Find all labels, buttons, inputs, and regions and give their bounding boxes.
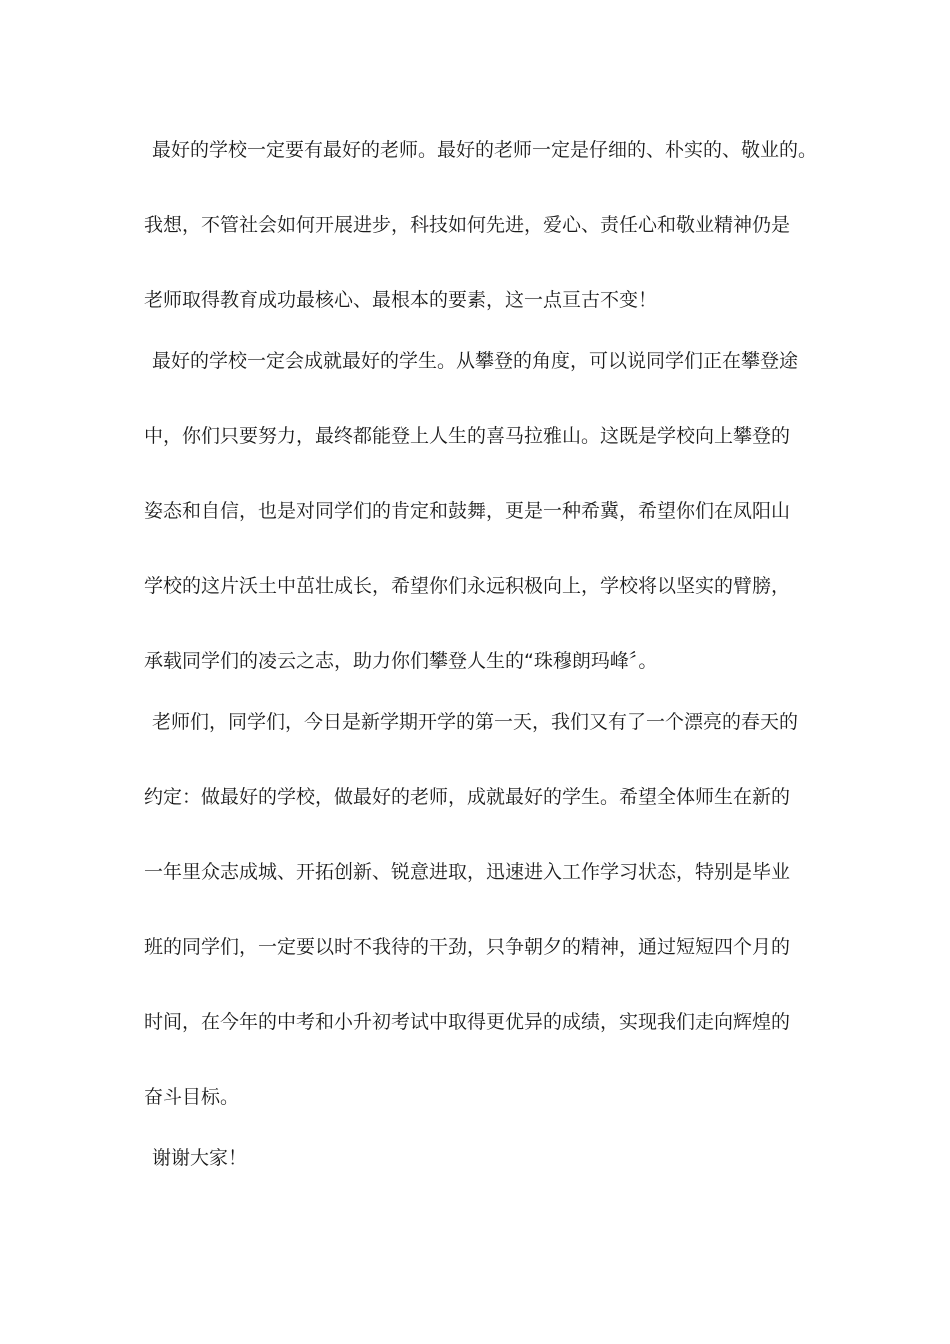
paragraph-line: 我想，不管社会如何开展进步，科技如何先进，爱心、责任心和敬业精神仍是	[144, 214, 791, 236]
paragraph-line: 约定：做最好的学校，做最好的老师，成就最好的学生。希望全体师生在新的	[144, 786, 791, 808]
paragraph-line: 老师取得教育成功最核心、最根本的要素，这一点亘古不变！	[144, 289, 658, 311]
paragraph-line: 姿态和自信，也是对同学们的肯定和鼓舞，更是一种希冀，希望你们在凤阳山	[144, 500, 791, 522]
paragraph-line: 承载同学们的凌云之志，助力你们攀登人生的“珠穆朗玛峰〞。	[144, 650, 658, 672]
paragraph-line: 班的同学们，一定要以时不我待的干劲，只争朝夕的精神，通过短短四个月的	[144, 936, 791, 958]
paragraph-line: 最好的学校一定要有最好的老师。最好的老师一定是仔细的、朴实的、敬业的。	[152, 139, 818, 161]
paragraph-line: 时间，在今年的中考和小升初考试中取得更优异的成绩，实现我们走向辉煌的	[144, 1011, 791, 1033]
paragraph-line: 学校的这片沃土中茁壮成长，希望你们永远积极向上，学校将以坚实的臂膀，	[144, 575, 791, 597]
paragraph-line: 老师们，同学们，今日是新学期开学的第一天，我们又有了一个漂亮的春天的	[152, 711, 799, 733]
paragraph-line: 最好的学校一定会成就最好的学生。从攀登的角度，可以说同学们正在攀登途	[152, 350, 799, 372]
paragraph-line: 中，你们只要努力，最终都能登上人生的喜马拉雅山。这既是学校向上攀登的	[144, 425, 791, 447]
paragraph-line: 奋斗目标。	[144, 1086, 240, 1108]
paragraph-line: 一年里众志成城、开拓创新、锐意进取，迅速进入工作学习状态，特别是毕业	[144, 861, 791, 883]
closing-line: 谢谢大家！	[152, 1147, 248, 1169]
